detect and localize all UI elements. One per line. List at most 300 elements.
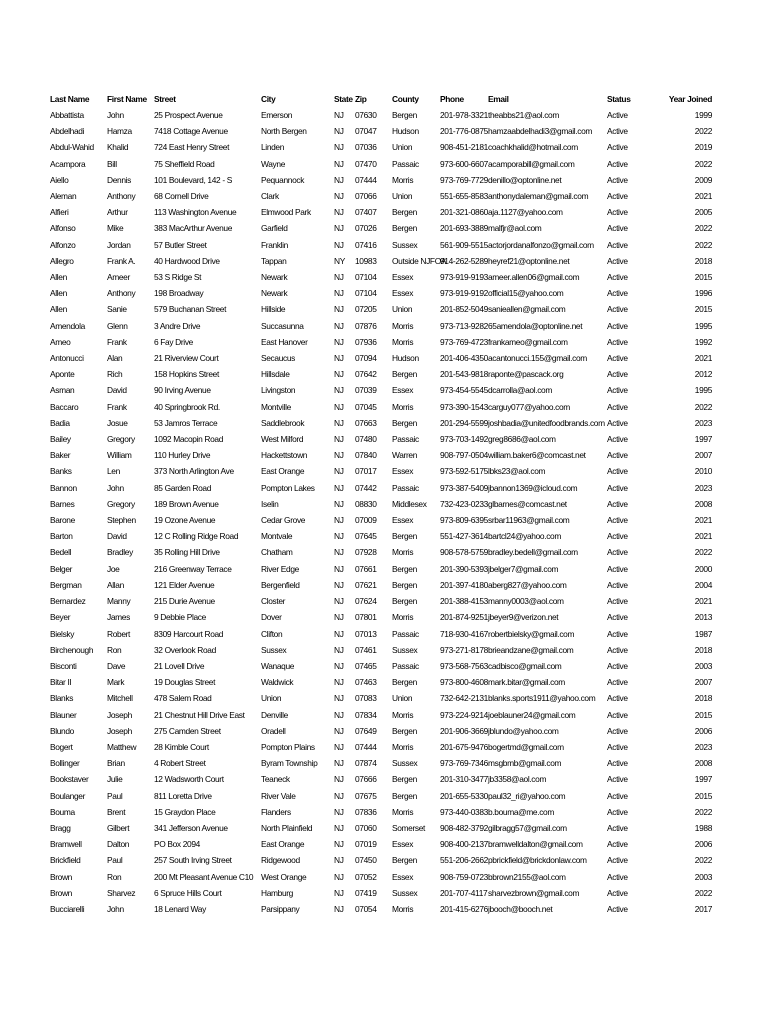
cell-last-name: Acampora <box>50 158 86 169</box>
cell-street: 68 Cornell Drive <box>154 191 209 202</box>
cell-first-name: Anthony <box>107 191 136 202</box>
cell-city: Iselin <box>261 498 279 509</box>
cell-first-name: John <box>107 903 124 914</box>
cell-zip: 07450 <box>355 855 377 866</box>
cell-status: Active <box>607 741 628 752</box>
cell-email: ameer.allen06@gmail.com <box>488 272 580 283</box>
cell-phone: 973-390-1543 <box>440 401 488 412</box>
cell-zip: 07876 <box>355 320 377 331</box>
cell-first-name: William <box>107 450 132 461</box>
cell-last-name: Aleman <box>50 191 77 202</box>
cell-phone: 908-451-2181 <box>440 142 488 153</box>
cell-state: NJ <box>334 725 344 736</box>
cell-county: Essex <box>392 515 414 526</box>
cell-status: Active <box>607 758 628 769</box>
cell-phone: 973-769-7729 <box>440 174 488 185</box>
cell-last-name: Bogert <box>50 741 73 752</box>
cell-last-name: Birchenough <box>50 644 94 655</box>
cell-email: blanks.sports1911@yahoo.com <box>488 693 596 704</box>
cell-state: NJ <box>334 758 344 769</box>
cell-city: Saddlebrook <box>261 417 305 428</box>
cell-status: Active <box>607 304 628 315</box>
cell-state: NJ <box>334 774 344 785</box>
cell-status: Active <box>607 563 628 574</box>
cell-year-joined: 1987 <box>694 628 712 639</box>
cell-year-joined: 2023 <box>694 482 712 493</box>
cell-status: Active <box>607 822 628 833</box>
table-row <box>50 334 712 350</box>
cell-city: Linden <box>261 142 285 153</box>
table-row <box>50 674 712 690</box>
cell-phone: 201-655-5330 <box>440 790 488 801</box>
cell-year-joined: 1995 <box>694 320 712 331</box>
cell-zip: 07419 <box>355 887 377 898</box>
cell-year-joined: 2018 <box>694 644 712 655</box>
cell-year-joined: 2022 <box>694 223 712 234</box>
cell-zip: 07017 <box>355 466 377 477</box>
cell-city: Pompton Lakes <box>261 482 315 493</box>
cell-first-name: Ameer <box>107 272 130 283</box>
cell-email: hamzaabdelhadi3@gmail.com <box>488 126 593 137</box>
cell-street: 6 Spruce Hills Court <box>154 887 222 898</box>
cell-state: NJ <box>334 498 344 509</box>
cell-email: srbar11963@gmail.com <box>488 515 570 526</box>
cell-last-name: Barone <box>50 515 75 526</box>
cell-phone: 561-909-5515 <box>440 239 488 250</box>
table-row <box>50 496 712 512</box>
cell-city: Livingston <box>261 385 296 396</box>
cell-phone: 908-400-2137 <box>440 839 488 850</box>
cell-county: Bergen <box>392 563 417 574</box>
cell-street: 478 Salem Road <box>154 693 212 704</box>
cell-state: NJ <box>334 304 344 315</box>
cell-zip: 07642 <box>355 369 377 380</box>
table-row <box>50 156 712 172</box>
cell-phone: 973-703-1492 <box>440 434 488 445</box>
cell-city: Clark <box>261 191 279 202</box>
cell-county: Essex <box>392 871 414 882</box>
cell-state: NJ <box>334 903 344 914</box>
table-row <box>50 382 712 398</box>
cell-first-name: Dave <box>107 660 126 671</box>
cell-zip: 07205 <box>355 304 377 315</box>
cell-first-name: Hamza <box>107 126 132 137</box>
cell-county: Morris <box>392 709 414 720</box>
cell-state: NJ <box>334 515 344 526</box>
cell-street: 198 Broadway <box>154 288 204 299</box>
cell-county: Bergen <box>392 369 417 380</box>
cell-last-name: Brown <box>50 871 72 882</box>
table-row <box>50 512 712 528</box>
cell-last-name: Banks <box>50 466 72 477</box>
cell-last-name: Bramwell <box>50 839 82 850</box>
cell-phone: 201-397-4180 <box>440 579 488 590</box>
cell-county: Essex <box>392 839 414 850</box>
table-body <box>50 107 712 917</box>
cell-year-joined: 2015 <box>694 709 712 720</box>
cell-first-name: Gregory <box>107 498 135 509</box>
cell-status: Active <box>607 693 628 704</box>
cell-county: Bergen <box>392 596 417 607</box>
cell-street: 579 Buchanan Street <box>154 304 227 315</box>
cell-last-name: Bergman <box>50 579 82 590</box>
cell-status: Active <box>607 644 628 655</box>
cell-status: Active <box>607 871 628 882</box>
column-header-county: County <box>392 94 419 104</box>
cell-year-joined: 2015 <box>694 272 712 283</box>
column-header-status: Status <box>607 94 631 104</box>
cell-state: NJ <box>334 401 344 412</box>
cell-phone: 201-707-4117 <box>440 887 488 898</box>
cell-state: NJ <box>334 466 344 477</box>
cell-year-joined: 2015 <box>694 304 712 315</box>
cell-city: Franklin <box>261 239 288 250</box>
cell-last-name: Alfonzo <box>50 239 76 250</box>
cell-state: NJ <box>334 158 344 169</box>
table-row <box>50 123 712 139</box>
cell-city: Clifton <box>261 628 283 639</box>
cell-email: cadbisco@gmail.com <box>488 660 562 671</box>
cell-year-joined: 2021 <box>694 191 712 202</box>
cell-status: Active <box>607 255 628 266</box>
cell-email: acantonucci.155@gmail.com <box>488 353 587 364</box>
cell-status: Active <box>607 417 628 428</box>
cell-first-name: James <box>107 612 130 623</box>
cell-street: 7418 Cottage Avenue <box>154 126 228 137</box>
cell-last-name: Antonucci <box>50 353 84 364</box>
column-header-phone: Phone <box>440 94 464 104</box>
cell-state: NJ <box>334 531 344 542</box>
cell-street: 3 Andre Drive <box>154 320 201 331</box>
table-row <box>50 301 712 317</box>
cell-zip: 07801 <box>355 612 377 623</box>
cell-state: NJ <box>334 628 344 639</box>
cell-zip: 10983 <box>355 255 377 266</box>
cell-status: Active <box>607 660 628 671</box>
cell-city: Montvale <box>261 531 293 542</box>
cell-zip: 07442 <box>355 482 377 493</box>
cell-email: 65amendola@optonline.net <box>488 320 583 331</box>
cell-status: Active <box>607 353 628 364</box>
cell-phone: 201-390-5393 <box>440 563 488 574</box>
cell-last-name: Badia <box>50 417 70 428</box>
cell-status: Active <box>607 401 628 412</box>
cell-phone: 908-759-0723 <box>440 871 488 882</box>
cell-email: glbarnes@comcast.net <box>488 498 567 509</box>
cell-year-joined: 2005 <box>694 207 712 218</box>
cell-last-name: Bedell <box>50 547 72 558</box>
cell-zip: 07836 <box>355 806 377 817</box>
cell-county: Union <box>392 693 413 704</box>
cell-status: Active <box>607 887 628 898</box>
table-row <box>50 885 712 901</box>
cell-street: 53 Jamros Terrace <box>154 417 218 428</box>
cell-state: NJ <box>334 806 344 817</box>
cell-street: 110 Hurley Drive <box>154 450 211 461</box>
cell-last-name: Bielsky <box>50 628 75 639</box>
cell-street: 1092 Macopin Road <box>154 434 224 445</box>
cell-email: manny0003@aol.com <box>488 596 564 607</box>
cell-county: Bergen <box>392 110 417 120</box>
table-row <box>50 852 712 868</box>
cell-state: NJ <box>334 855 344 866</box>
cell-state: NJ <box>334 223 344 234</box>
cell-city: Hackettstown <box>261 450 308 461</box>
cell-year-joined: 2022 <box>694 806 712 817</box>
cell-status: Active <box>607 677 628 688</box>
cell-street: 4 Robert Street <box>154 758 206 769</box>
cell-county: Bergen <box>392 207 417 218</box>
table-row <box>50 237 712 253</box>
table-row <box>50 836 712 852</box>
cell-last-name: Boulanger <box>50 790 86 801</box>
cell-zip: 07013 <box>355 628 377 639</box>
cell-state: NJ <box>334 839 344 850</box>
cell-phone: 973-387-5409 <box>440 482 488 493</box>
cell-state: NJ <box>334 320 344 331</box>
cell-last-name: Baker <box>50 450 71 461</box>
cell-first-name: Gilbert <box>107 822 130 833</box>
cell-street: 21 Lovell Drive <box>154 660 205 671</box>
cell-phone: 201-321-0860 <box>440 207 488 218</box>
cell-zip: 07480 <box>355 434 377 445</box>
cell-year-joined: 2021 <box>694 531 712 542</box>
cell-county: Union <box>392 142 413 153</box>
table-row <box>50 788 712 804</box>
cell-phone: 973-592-5175 <box>440 466 488 477</box>
cell-state: NJ <box>334 207 344 218</box>
cell-year-joined: 2021 <box>694 515 712 526</box>
cell-city: Newark <box>261 288 288 299</box>
cell-status: Active <box>607 579 628 590</box>
column-header-last-name: Last Name <box>50 94 90 104</box>
cell-status: Active <box>607 434 628 445</box>
cell-first-name: Mike <box>107 223 124 234</box>
cell-status: Active <box>607 320 628 331</box>
cell-zip: 07066 <box>355 191 377 202</box>
cell-email: raponte@pascack.org <box>488 369 564 380</box>
cell-status: Active <box>607 855 628 866</box>
cell-status: Active <box>607 725 628 736</box>
cell-county: Somerset <box>392 822 426 833</box>
cell-last-name: Alfonso <box>50 223 76 234</box>
cell-street: 8309 Harcourt Road <box>154 628 224 639</box>
cell-status: Active <box>607 498 628 509</box>
cell-year-joined: 1997 <box>694 774 712 785</box>
cell-last-name: Amendola <box>50 320 85 331</box>
cell-street: 200 Mt Pleasant Avenue C10 <box>154 871 254 882</box>
cell-status: Active <box>607 272 628 283</box>
cell-phone: 201-415-6276 <box>440 903 488 914</box>
cell-street: 32 Overlook Road <box>154 644 216 655</box>
cell-county: Union <box>392 304 413 315</box>
cell-last-name: Baccaro <box>50 401 79 412</box>
cell-state: NJ <box>334 110 344 120</box>
cell-state: NJ <box>334 239 344 250</box>
cell-city: Waldwick <box>261 677 294 688</box>
cell-email: jblundo@yahoo.com <box>488 725 559 736</box>
cell-street: 215 Durie Avenue <box>154 596 215 607</box>
column-header-email: Email <box>488 94 509 104</box>
cell-phone: 908-578-5759 <box>440 547 488 558</box>
cell-city: Union <box>261 693 282 704</box>
cell-county: Hudson <box>392 353 419 364</box>
table-row <box>50 366 712 382</box>
cell-email: acamporabill@gmail.com <box>488 158 575 169</box>
cell-state: NJ <box>334 709 344 720</box>
cell-street: 28 Kimble Court <box>154 741 209 752</box>
column-header-street: Street <box>154 94 176 104</box>
table-row <box>50 399 712 415</box>
cell-street: 90 Irving Avenue <box>154 385 211 396</box>
cell-year-joined: 2013 <box>694 612 712 623</box>
table-row <box>50 739 712 755</box>
cell-status: Active <box>607 207 628 218</box>
column-header-state: State <box>334 94 353 104</box>
cell-year-joined: 2007 <box>694 677 712 688</box>
cell-city: Wayne <box>261 158 286 169</box>
cell-phone: 732-642-2131 <box>440 693 488 704</box>
cell-year-joined: 2019 <box>694 142 712 153</box>
cell-state: NJ <box>334 174 344 185</box>
cell-city: Closter <box>261 596 286 607</box>
cell-status: Active <box>607 709 628 720</box>
cell-county: Middlesex <box>392 498 427 509</box>
cell-status: Active <box>607 239 628 250</box>
table-row <box>50 188 712 204</box>
table-row <box>50 172 712 188</box>
cell-phone: 908-797-0504 <box>440 450 488 461</box>
cell-first-name: Robert <box>107 628 131 639</box>
cell-last-name: Bouma <box>50 806 75 817</box>
cell-county: Essex <box>392 272 414 283</box>
cell-zip: 07663 <box>355 417 377 428</box>
cell-year-joined: 2018 <box>694 693 712 704</box>
cell-status: Active <box>607 774 628 785</box>
cell-street: 40 Hardwood Drive <box>154 255 220 266</box>
cell-phone: 973-454-5545 <box>440 385 488 396</box>
cell-last-name: Aponte <box>50 369 75 380</box>
cell-city: Montville <box>261 401 291 412</box>
cell-street: 341 Jefferson Avenue <box>154 822 228 833</box>
cell-state: NJ <box>334 822 344 833</box>
cell-status: Active <box>607 515 628 526</box>
cell-first-name: Gregory <box>107 434 135 445</box>
cell-year-joined: 2022 <box>694 126 712 137</box>
cell-email: joshbadia@unitedfoodbrands.com <box>488 417 605 428</box>
table-row <box>50 220 712 236</box>
cell-year-joined: 2022 <box>694 158 712 169</box>
cell-email: bradley.bedell@gmail.com <box>488 547 578 558</box>
cell-county: Bergen <box>392 774 417 785</box>
table-row <box>50 723 712 739</box>
cell-year-joined: 2023 <box>694 417 712 428</box>
cell-zip: 07026 <box>355 223 377 234</box>
cell-city: North Bergen <box>261 126 307 137</box>
cell-first-name: Len <box>107 466 120 477</box>
cell-city: Parsippany <box>261 903 300 914</box>
cell-county: Bergen <box>392 531 417 542</box>
cell-street: 21 Chestnut Hill Drive East <box>154 709 245 720</box>
cell-street: 21 Riverview Court <box>154 353 219 364</box>
cell-email: pbrickfield@brickdonlaw.com <box>488 855 587 866</box>
cell-year-joined: 2018 <box>694 255 712 266</box>
cell-zip: 07094 <box>355 353 377 364</box>
cell-email: denillo@optonline.net <box>488 174 562 185</box>
cell-email: official15@yahoo.com <box>488 288 564 299</box>
cell-zip: 07104 <box>355 272 377 283</box>
cell-city: River Vale <box>261 790 296 801</box>
cell-county: Bergen <box>392 790 417 801</box>
table-header <box>50 91 712 107</box>
cell-year-joined: 2006 <box>694 725 712 736</box>
cell-city: Bergenfield <box>261 579 300 590</box>
cell-first-name: Jordan <box>107 239 131 250</box>
cell-county: Morris <box>392 903 414 914</box>
cell-first-name: David <box>107 385 127 396</box>
cell-email: william.baker6@comcast.net <box>488 450 586 461</box>
cell-zip: 07054 <box>355 903 377 914</box>
cell-county: Passaic <box>392 434 419 445</box>
cell-status: Active <box>607 806 628 817</box>
cell-status: Active <box>607 531 628 542</box>
cell-zip: 07407 <box>355 207 377 218</box>
table-row <box>50 318 712 334</box>
cell-status: Active <box>607 482 628 493</box>
table-row <box>50 480 712 496</box>
cell-last-name: Abbattista <box>50 110 84 120</box>
cell-county: Passaic <box>392 628 419 639</box>
cell-first-name: Ron <box>107 871 122 882</box>
cell-county: Morris <box>392 806 414 817</box>
cell-last-name: Barton <box>50 531 73 542</box>
cell-street: 724 East Henry Street <box>154 142 230 153</box>
cell-state: NJ <box>334 336 344 347</box>
cell-county: Morris <box>392 547 414 558</box>
cell-phone: 201-294-5599 <box>440 417 488 428</box>
cell-email: jbelger7@gmail.com <box>488 563 559 574</box>
cell-email: coachkhalid@hotmail.com <box>488 142 578 153</box>
cell-email: greg8686@aol.com <box>488 434 556 445</box>
cell-state: NJ <box>334 450 344 461</box>
table-row <box>50 804 712 820</box>
cell-street: 12 Wadsworth Court <box>154 774 224 785</box>
cell-phone: 973-568-7563 <box>440 660 488 671</box>
cell-county: Bergen <box>392 855 417 866</box>
cell-phone: 718-930-4167 <box>440 628 488 639</box>
cell-state: NJ <box>334 385 344 396</box>
cell-city: Flanders <box>261 806 291 817</box>
cell-phone: 973-769-4723 <box>440 336 488 347</box>
cell-county: Bergen <box>392 677 417 688</box>
cell-last-name: Abdul-Wahid <box>50 142 94 153</box>
cell-street: 18 Lenard Way <box>154 903 206 914</box>
cell-status: Active <box>607 142 628 153</box>
cell-county: Bergen <box>392 725 417 736</box>
cell-status: Active <box>607 110 628 120</box>
cell-county: Sussex <box>392 239 418 250</box>
cell-city: Teaneck <box>261 774 290 785</box>
cell-county: Passaic <box>392 660 419 671</box>
cell-state: NJ <box>334 596 344 607</box>
cell-city: East Hanover <box>261 336 308 347</box>
cell-last-name: Bannon <box>50 482 77 493</box>
table-row <box>50 544 712 560</box>
cell-state: NJ <box>334 547 344 558</box>
cell-status: Active <box>607 223 628 234</box>
cell-state: NY <box>334 255 345 266</box>
cell-city: Wanaque <box>261 660 295 671</box>
